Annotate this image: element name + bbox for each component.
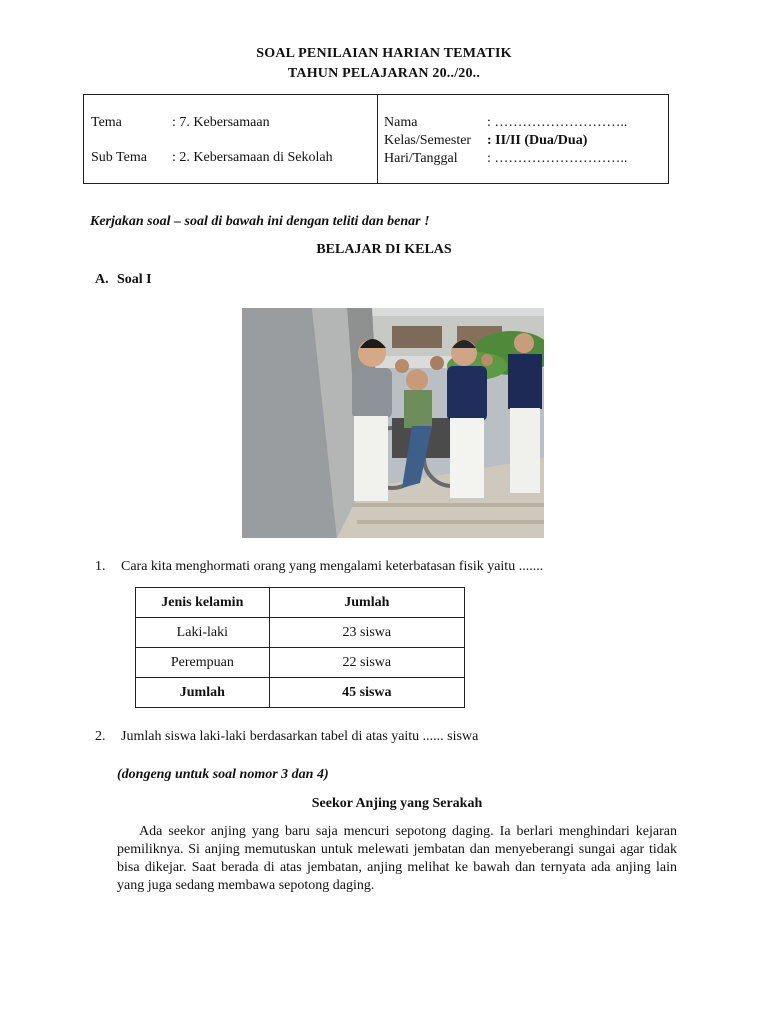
soal-heading <box>95 272 152 288</box>
student-info-box <box>83 94 669 184</box>
table-cell-count: 22 siswa <box>269 648 464 678</box>
table-total-value: 45 siswa <box>269 678 464 708</box>
question-2 <box>95 729 478 745</box>
table-cell-gender: Laki-laki <box>136 618 270 648</box>
question-1-number: 1. <box>95 559 106 574</box>
info-divider <box>377 95 378 183</box>
instruction-text: Kerjakan soal – soal di bawah ini dengan teliti dan benar ! <box>90 214 430 229</box>
student-count-table <box>135 587 465 708</box>
table-row <box>136 618 465 648</box>
kelas-label: Kelas/Semester <box>384 133 472 148</box>
table-cell-count: 23 siswa <box>269 618 464 648</box>
nama-field: : ……………………….. <box>487 115 628 130</box>
question-2-text: Jumlah siswa laki-laki berdasarkan tabel di atas yaitu ...... siswa <box>121 729 479 744</box>
wheelchair-photo <box>242 308 544 538</box>
table-header-gender: Jenis kelamin <box>136 588 270 618</box>
nama-label: Nama <box>384 115 418 130</box>
tema-label: Tema <box>91 115 122 130</box>
school-year: TAHUN PELAJARAN 20../20.. <box>287 66 481 81</box>
hari-field: : ……………………….. <box>487 151 628 166</box>
question-1-text: Cara kita menghormati orang yang mengalami keterbatasan fisik yaitu ....... <box>121 559 544 574</box>
soal-letter: A. <box>95 272 109 287</box>
table-total-label: Jumlah <box>136 678 270 708</box>
story-title: Seekor Anjing yang Serakah <box>311 796 483 811</box>
subtema-value: : 2. Kebersamaan di Sekolah <box>172 150 333 165</box>
table-cell-gender: Perempuan <box>136 648 270 678</box>
subtema-label: Sub Tema <box>91 150 147 165</box>
worksheet-title: SOAL PENILAIAN HARIAN TEMATIK <box>256 46 512 61</box>
story-note: (dongeng untuk soal nomor 3 dan 4) <box>117 767 329 782</box>
section-title: BELAJAR DI KELAS <box>316 242 452 257</box>
question-2-number: 2. <box>95 729 106 744</box>
table-header-count: Jumlah <box>269 588 464 618</box>
kelas-value: : II/II (Dua/Dua) <box>487 133 588 148</box>
table-total-row <box>136 678 465 708</box>
soal-label: Soal I <box>117 272 152 287</box>
table-row <box>136 648 465 678</box>
table-header-row <box>136 588 465 618</box>
story-body: Ada seekor anjing yang baru saja mencuri sepotong daging. Ia berlari menghindari kejaran pemiliknya. Si anjing memutuskan untuk melewati jembatan dan menyeberangi sungai agar tidak bisa dikejar. Saat berada di atas jembatan, anjing melihat ke bawah dan ternyata ada anjing lain yang juga sedang membawa sepotong daging. <box>117 824 677 893</box>
tema-value: : 7. Kebersamaan <box>172 115 270 130</box>
hari-label: Hari/Tanggal <box>384 151 458 166</box>
question-1 <box>95 559 543 575</box>
